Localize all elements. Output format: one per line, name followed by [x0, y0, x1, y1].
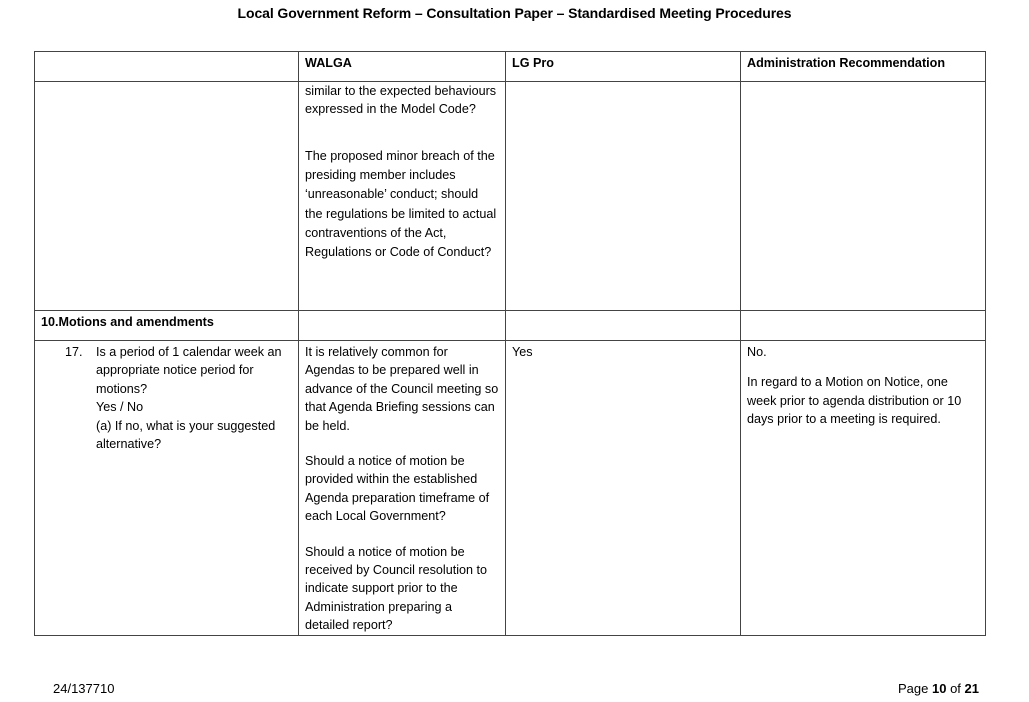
section-cell [35, 311, 299, 341]
walga-text: Should a notice of motion be received by Council resolution to indicate support prior to the Administration preparing a detailed report? [305, 544, 488, 633]
walga-cell [299, 341, 506, 636]
consultation-table [34, 51, 986, 636]
page-label: Page [897, 681, 929, 696]
lgpro-cell [506, 341, 741, 636]
table-header-row [35, 52, 986, 82]
table-row [35, 82, 986, 311]
column-header-admin: Administration Recommendation [741, 52, 986, 82]
admin-text: In regard to a Motion on Notice, one week prior to agenda distribution or 10 days prior to a meeting is required. [747, 375, 962, 427]
admin-cell [741, 341, 986, 636]
question-cell [35, 341, 299, 636]
page-number [898, 681, 979, 696]
question-number: 17. [65, 345, 83, 359]
lgpro-answer: Yes [512, 345, 533, 359]
page-of: of [950, 681, 961, 696]
question-cell [35, 82, 299, 311]
column-header-walga: WALGA [299, 52, 506, 82]
table-row [35, 341, 986, 636]
document-reference: 24/137710 [53, 681, 115, 696]
walga-cell [299, 82, 506, 311]
admin-answer: No. [747, 345, 767, 359]
admin-cell [741, 82, 986, 311]
page-current: 10 [931, 681, 947, 696]
walga-text: The proposed minor breach of the presiding member includes ‘unreasonable’ conduct; should the regulations be limited to actual contraventions of the Act, Regulations or Code of Conduct? [305, 148, 497, 260]
section-row [35, 311, 986, 341]
question-options: Yes / No [96, 400, 144, 415]
column-header-lgpro: LG Pro [506, 52, 741, 82]
page-title: Local Government Reform – Consultation Paper – Standardised Meeting Procedures [237, 5, 792, 21]
walga-text: It is relatively common for Agendas to be prepared well in advance of the Council meeting so that Agenda Briefing sessions can be held. [305, 345, 499, 433]
walga-text: similar to the expected behaviours expressed in the Model Code? [305, 84, 497, 117]
lgpro-cell [506, 82, 741, 311]
column-header-question [35, 52, 299, 82]
question-text: Is a period of 1 calendar week an appropriate notice period for motions? [96, 345, 282, 396]
walga-text: Should a notice of motion be provided within the established Agenda preparation timeframe of each Local Government? [305, 454, 490, 524]
question-subquestion: (a) If no, what is your suggested alternative? [96, 418, 276, 452]
page-total: 21 [964, 681, 979, 696]
section-label: 10.Motions and amendments [41, 315, 214, 329]
